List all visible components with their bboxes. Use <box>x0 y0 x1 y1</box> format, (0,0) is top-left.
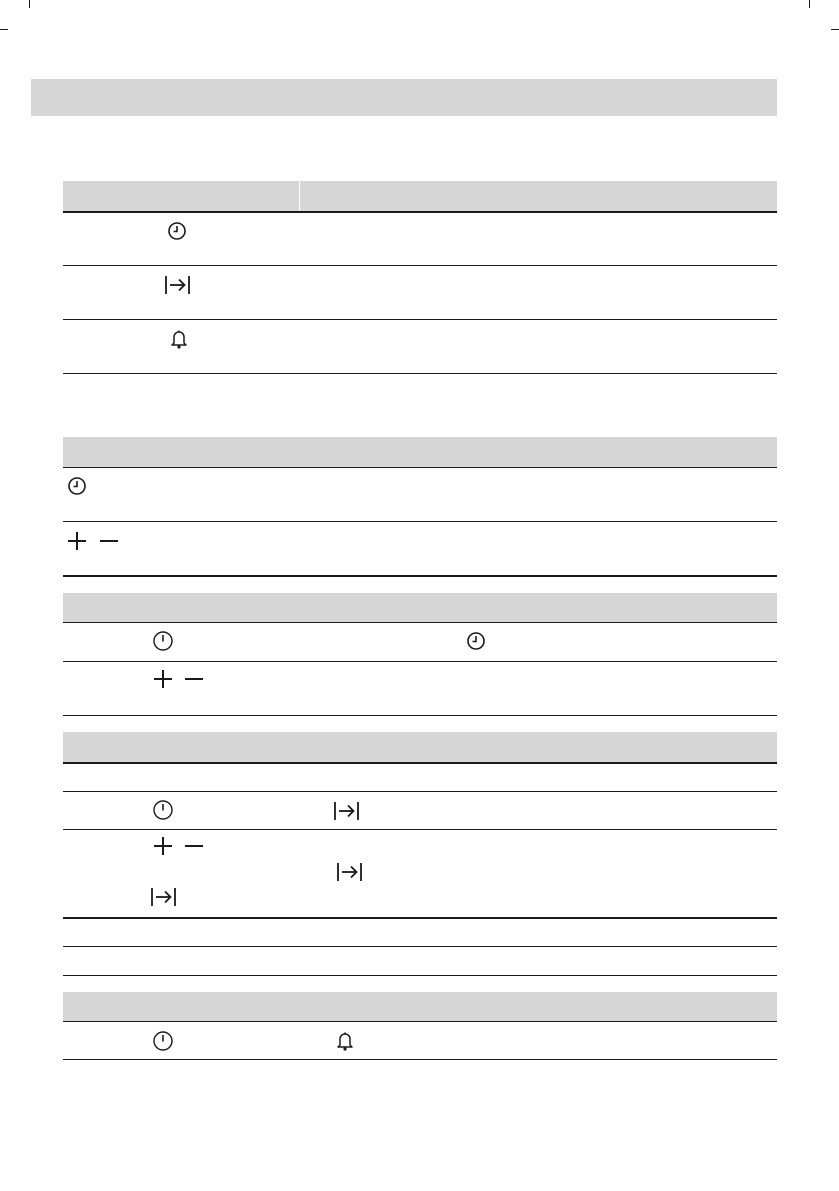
crop-mark-top-right-v <box>809 0 810 8</box>
power-icon <box>152 799 174 821</box>
header-rule <box>63 762 777 764</box>
minus-icon <box>183 668 205 690</box>
setting-alarm-table <box>63 992 777 1064</box>
minus-icon <box>98 530 120 552</box>
crop-mark-top-right-h <box>831 29 839 30</box>
row-rule <box>63 791 777 792</box>
table-bottom-rule <box>63 917 777 919</box>
table-header <box>63 732 777 762</box>
header-rule <box>63 1021 777 1022</box>
power-icon <box>152 1030 174 1052</box>
row-rule <box>63 521 777 522</box>
table-bottom-rule <box>63 715 777 716</box>
bell-icon <box>169 328 189 350</box>
header-rule <box>63 467 777 468</box>
plus-icon <box>152 835 174 857</box>
setting-duration-table <box>63 732 777 920</box>
plus-icon <box>152 668 174 690</box>
setting-time-table <box>63 593 777 717</box>
power-icon <box>152 630 174 652</box>
arrow-to-bar-icon <box>332 800 362 822</box>
table-header <box>63 181 777 211</box>
header-rule <box>63 211 777 213</box>
row-rule <box>63 265 777 266</box>
table-bottom-rule <box>63 373 777 374</box>
header-rule <box>63 622 777 623</box>
bell-icon <box>335 1030 355 1052</box>
table-header <box>63 992 777 1021</box>
arrow-to-bar-icon <box>163 274 193 296</box>
row-rule <box>63 946 777 947</box>
arrow-to-bar-icon <box>335 861 365 883</box>
table-bottom-rule <box>63 1059 777 1060</box>
clock-functions-table <box>63 181 777 375</box>
section-banner <box>31 79 777 116</box>
row-rule <box>63 829 777 830</box>
table-header <box>63 593 777 622</box>
row-rule <box>63 975 777 976</box>
plus-icon <box>66 530 88 552</box>
table-header <box>63 437 777 467</box>
crop-mark-top-left-v <box>29 0 30 8</box>
clock-icon <box>466 631 486 651</box>
arrow-to-bar-icon <box>149 886 179 908</box>
column-separator <box>299 181 300 211</box>
blank-rows-table <box>63 946 777 978</box>
row-rule <box>63 319 777 320</box>
table-bottom-rule <box>63 575 777 577</box>
controls-table <box>63 437 777 577</box>
clock-icon <box>167 221 187 241</box>
row-rule <box>63 661 777 662</box>
clock-icon <box>67 476 87 496</box>
crop-mark-top-left-h <box>0 29 8 30</box>
minus-icon <box>183 835 205 857</box>
